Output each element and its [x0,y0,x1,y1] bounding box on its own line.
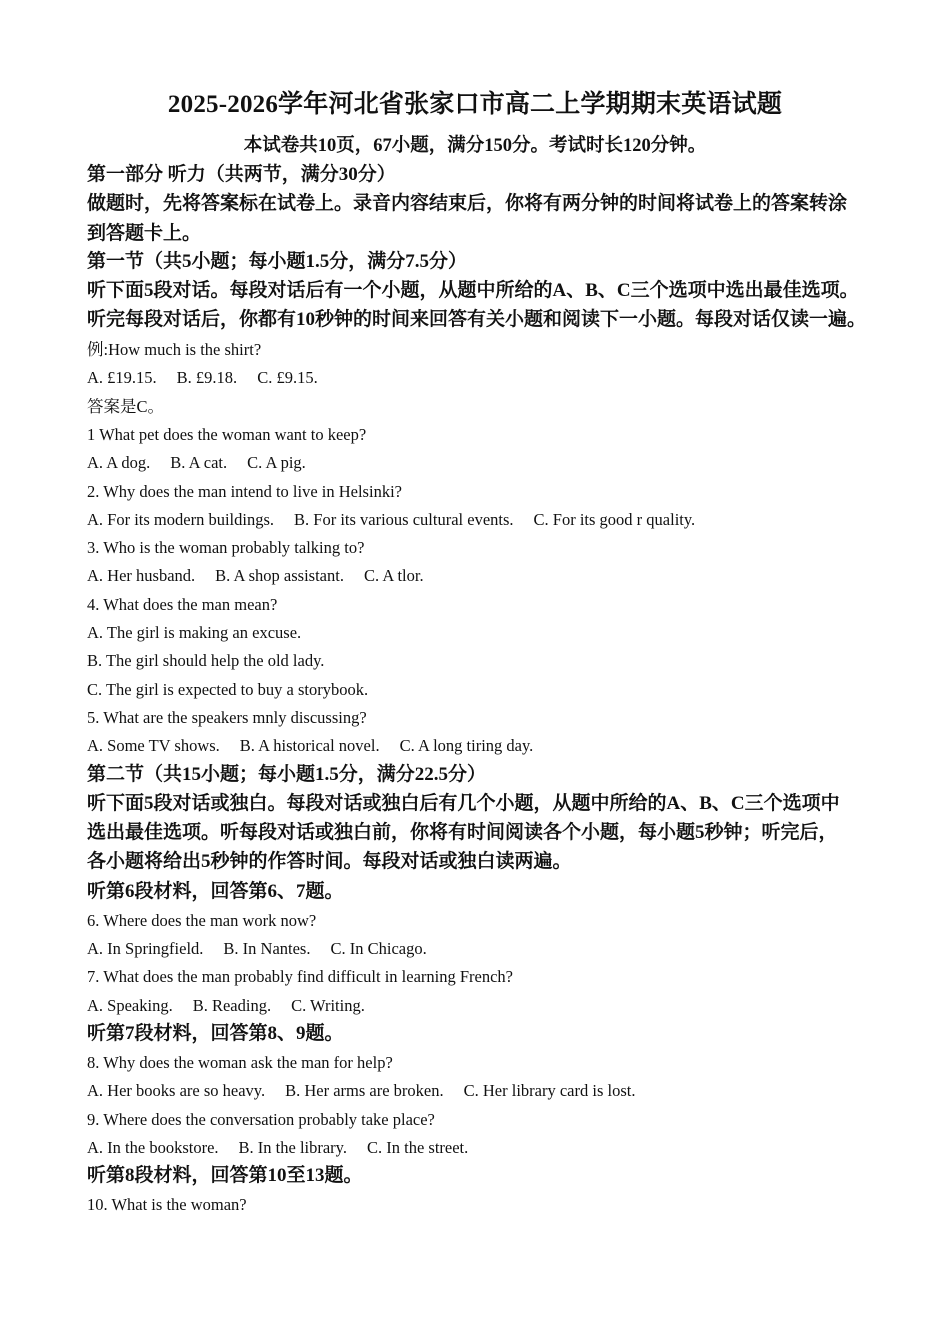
question-1-options [87,449,887,477]
option-a: A. In Springfield. [87,939,204,958]
option-a: A. In the bookstore. [87,1138,219,1157]
question-5-options [87,732,887,760]
option-c: C. Her library card is lost. [463,1081,636,1100]
option-b: B. A cat. [170,453,228,472]
option-c: C. Writing. [291,996,365,1015]
option-a: A. For its modern buildings. [87,510,275,529]
page-title: 2025-2026学年河北省张家口市高二上学期期末英语试题 [167,91,783,118]
option-b: B. Reading. [192,996,272,1015]
option-c: C. £9.15. [257,368,318,387]
question-5: 5. What are the speakers mnly discussing? [87,708,367,727]
question-9: 9. Where does the conversation probably take place? [87,1110,435,1129]
question-4-option-a: A. The girl is making an excuse. [87,623,302,642]
material-7-heading: 听第7段材料，回答第8、9题。 [87,1023,344,1044]
option-a: A. Her husband. [87,566,196,585]
question-9-options [87,1134,887,1162]
example-options [87,364,887,392]
option-b: B. A historical novel. [239,736,380,755]
option-b: B. £9.18. [176,368,238,387]
question-8-options [87,1077,887,1105]
part1-instruction: 做题时，先将答案标在试卷上。录音内容结束后，你将有两分钟的时间将试卷上的答案转涂 [87,193,848,214]
question-6: 6. Where does the man work now? [87,911,317,930]
option-b: B. In the library. [238,1138,347,1157]
option-a: A. A dog. [87,453,151,472]
option-b: B. Her arms are broken. [285,1081,444,1100]
option-c: C. A pig. [247,453,306,472]
section2-instruction: 听下面5段对话或独白。每段对话或独白后有几个小题，从题中所给的A、B、C三个选项中 [87,793,840,814]
question-4-option-b: B. The girl should help the old lady. [87,651,325,670]
option-c: C. For its good r quality. [533,510,696,529]
question-10: 10. What is the woman? [87,1195,247,1214]
option-b: B. For its various cultural events. [294,510,514,529]
question-3: 3. Who is the woman probably talking to? [87,538,365,557]
question-4: 4. What does the man mean? [87,595,278,614]
exam-info: 本试卷共10页，67小题，满分150分。考试时长120分钟。 [243,136,707,156]
option-c: C. A tlor. [363,566,424,585]
question-2: 2. Why does the man intend to live in Helsinki? [87,482,402,501]
question-6-options [87,935,887,963]
part1-instruction-cont: 到答题卡上。 [87,223,202,244]
question-7: 7. What does the man probably find difficult in learning French? [87,967,513,986]
option-a: A. Some TV shows. [87,736,220,755]
question-8: 8. Why does the woman ask the man for help? [87,1053,393,1072]
option-b: B. A shop assistant. [215,566,344,585]
material-6-heading: 听第6段材料，回答第6、7题。 [87,881,344,902]
question-3-options [87,562,887,590]
section1-instruction-cont: 听完每段对话后，你都有10秒钟的时间来回答有关小题和阅读下一小题。每段对话仅读一遍。 [87,309,867,330]
section2-instruction-cont: 选出最佳选项。听每段对话或独白前，你将有时间阅读各个小题，每小题5秒钟；听完后， [87,822,838,843]
option-c: C. A long tiring day. [399,736,534,755]
section2-instruction-end: 各小题将给出5秒钟的作答时间。每段对话或独白读两遍。 [87,851,572,872]
section1-instruction: 听下面5段对话。每段对话后有一个小题，从题中所给的A、B、C三个选项中选出最佳选项。 [87,280,859,301]
example-question: 例:How much is the shirt? [87,340,262,359]
material-8-heading: 听第8段材料，回答第10至13题。 [87,1165,363,1186]
option-b: B. In Nantes. [223,939,311,958]
option-a: A. £19.15. [87,368,157,387]
part1-heading: 第一部分 听力（共两节，满分30分） [87,164,396,185]
option-c: C. In Chicago. [330,939,427,958]
option-c: C. In the street. [366,1138,469,1157]
option-a: A. Her books are so heavy. [87,1081,266,1100]
option-a: A. Speaking. [87,996,173,1015]
question-4-option-c: C. The girl is expected to buy a storybook. [87,680,369,699]
question-7-options [87,992,887,1020]
section1-heading: 第一节（共5小题；每小题1.5分，满分7.5分） [87,251,468,272]
question-2-options [87,506,887,534]
section2-heading: 第二节（共15小题；每小题1.5分，满分22.5分） [87,764,487,785]
example-answer: 答案是C。 [87,397,165,416]
question-1: 1 What pet does the woman want to keep? [87,425,367,444]
